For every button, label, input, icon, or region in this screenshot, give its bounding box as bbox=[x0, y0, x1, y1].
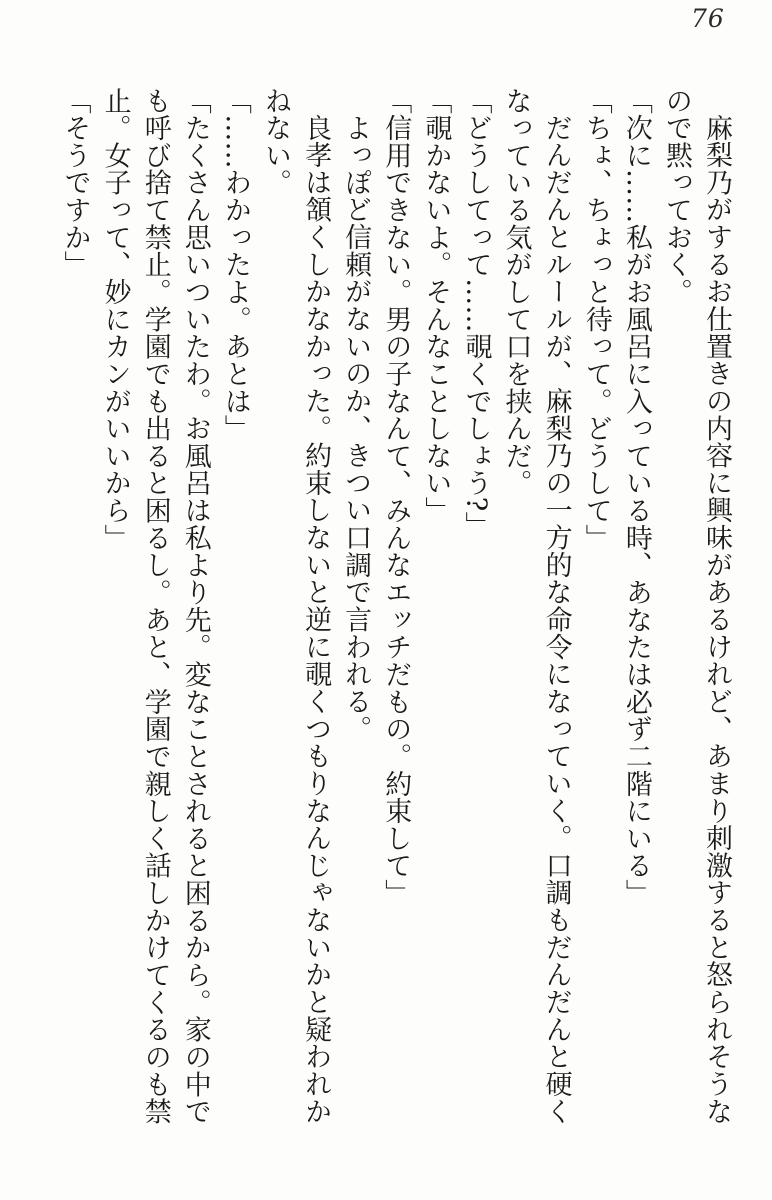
text-line: ので黙っておく。 bbox=[660, 87, 692, 306]
text-line: 「信用できない。男の子なんて、みんなエッチだもの。約束して」 bbox=[380, 87, 412, 907]
vertical-text-block bbox=[54, 87, 736, 1127]
text-line: 「たくさん思いついたわ。お風呂は私より先。変なことされると困るから。家の中で bbox=[179, 87, 211, 1126]
text-line: よっぽど信頼がないのか、きつい口調で言われる。 bbox=[340, 114, 372, 743]
text-line: ねない。 bbox=[259, 87, 291, 197]
text-line: 「ちょ、ちょっと待って。どうして」 bbox=[580, 87, 612, 552]
page-number: 76 bbox=[691, 4, 725, 33]
text-line: なっている気がして口を挟んだ。 bbox=[500, 87, 532, 497]
text-line: も呼び捨て禁止。学園でも出ると困るし。あと、学園で親しく話しかけてくるのも禁 bbox=[139, 87, 171, 1126]
text-line: 「……わかったよ。あとは」 bbox=[219, 87, 251, 443]
text-line: 良孝は頷くしかなかった。約束しないと逆に覗くつもりなんじゃないかと疑われか bbox=[300, 114, 332, 1126]
text-line: 「そうですか」 bbox=[59, 87, 91, 279]
text-line: 麻梨乃がするお仕置きの内容に興味があるけれど、あまり刺激すると怒られそうな bbox=[701, 114, 732, 1126]
text-line: だんだんとルールが、麻梨乃の一方的な命令になっていく。口調もだんだんと硬く bbox=[540, 114, 572, 1126]
text-line: 「どうしてって……覗くでしょう?」 bbox=[460, 87, 492, 539]
text-line: 「次に……私がお風呂に入っている時、あなたは必ず二階にいる」 bbox=[620, 87, 652, 907]
text-line: 止。女子って、妙にカンがいいから」 bbox=[99, 87, 131, 552]
text-line: 「覗かないよ。そんなことしない」 bbox=[420, 87, 452, 525]
